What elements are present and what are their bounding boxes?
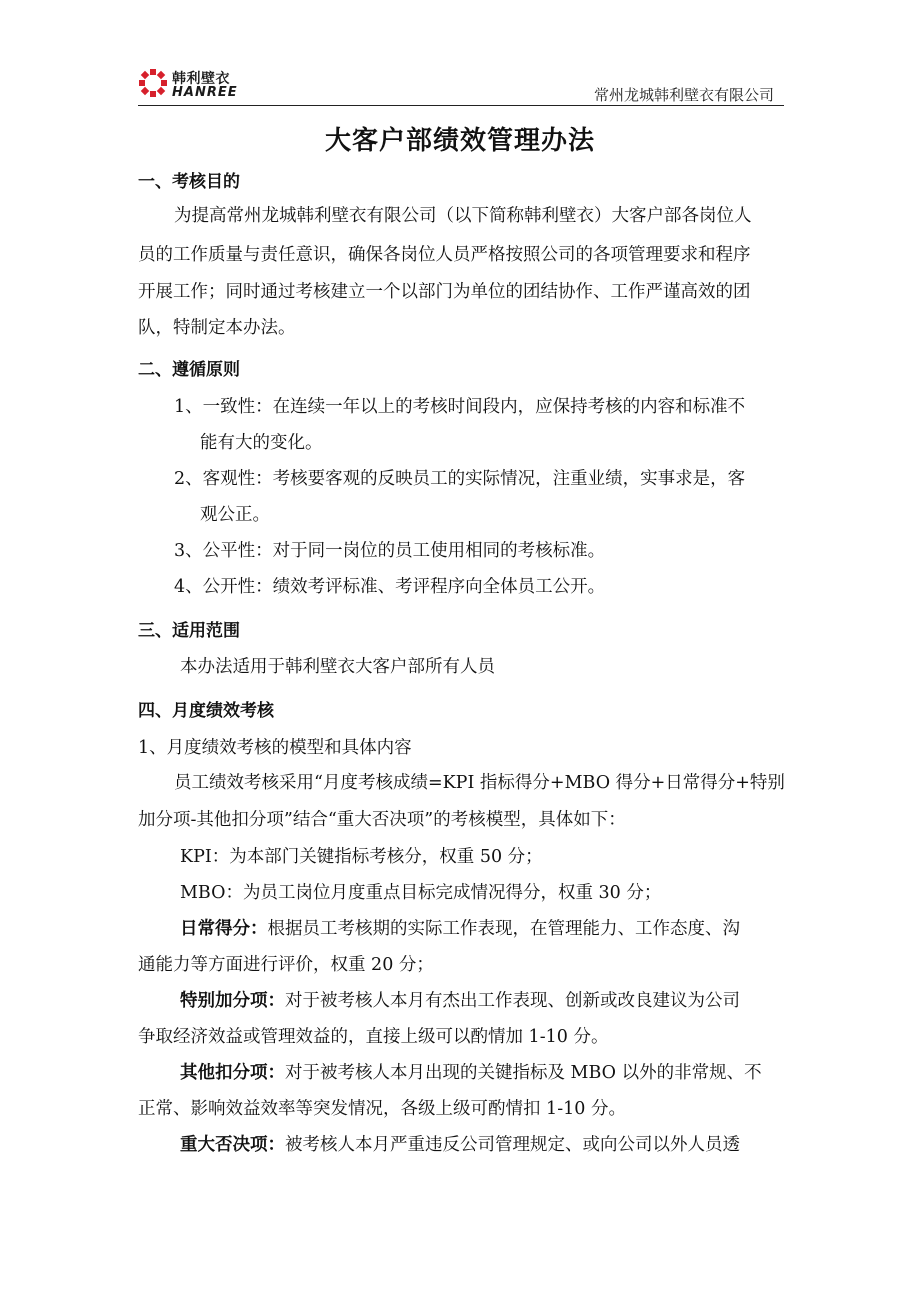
daily-score-text: 根据员工考核期的实际工作表现，在管理能力、工作态度、沟 <box>267 919 740 939</box>
principle-item-2-cont: 观公正。 <box>200 505 270 525</box>
section-heading-purpose: 一、考核目的 <box>138 172 240 192</box>
paragraph-line: 正常、影响效益效率等突发情况，各级上级可酌情扣 1-10 分。 <box>138 1099 626 1119</box>
veto-line <box>180 1133 740 1157</box>
section-heading-principles: 二、遵循原则 <box>138 360 240 380</box>
page-header <box>138 62 784 106</box>
principle-item-3: 3、公平性：对于同一岗位的员工使用相同的考核标准。 <box>174 541 606 561</box>
bonus-text: 对于被考核人本月有杰出工作表现、创新或改良建议为公司 <box>285 991 740 1011</box>
bonus-line <box>180 989 740 1013</box>
scope-text: 本办法适用于韩利壁衣大客户部所有人员 <box>180 657 495 677</box>
deduction-label: 其他扣分项： <box>180 1063 285 1083</box>
principle-item-1: 1、一致性：在连续一年以上的考核时间段内，应保持考核的内容和标准不 <box>174 397 746 417</box>
deduction-line <box>180 1061 762 1085</box>
document-title: 大客户部绩效管理办法 <box>324 126 595 156</box>
logo-english-text: HANREE <box>172 85 238 100</box>
paragraph-line: 开展工作；同时通过考核建立一个以部门为单位的团结协作、工作严谨高效的团 <box>138 282 751 302</box>
paragraph-line: 队，特制定本办法。 <box>138 318 296 338</box>
principle-item-1-cont: 能有大的变化。 <box>200 433 323 453</box>
section-heading-scope: 三、适用范围 <box>138 621 240 641</box>
section-heading-monthly: 四、月度绩效考核 <box>138 701 274 721</box>
header-divider <box>138 105 784 106</box>
bonus-label: 特别加分项： <box>180 991 285 1011</box>
hanree-logo <box>138 66 258 102</box>
mbo-line: MBO：为员工岗位月度重点目标完成情况得分，权重 30 分； <box>180 883 662 903</box>
paragraph-line: 加分项-其他扣分项”结合“重大否决项”的考核模型，具体如下： <box>138 810 626 830</box>
paragraph-line: 通能力等方面进行评价，权重 20 分； <box>138 955 434 975</box>
paragraph-line: 员工绩效考核采用“月度考核成绩=KPI 指标得分+MBO 得分+日常得分+特别 <box>174 773 785 793</box>
company-name: 常州龙城韩利壁衣有限公司 <box>593 86 774 104</box>
paragraph-line: 员的工作质量与责任意识，确保各岗位人员严格按照公司的各项管理要求和程序 <box>138 245 751 265</box>
kpi-line: KPI：为本部门关键指标考核分，权重 50 分； <box>180 847 543 867</box>
deduction-text: 对于被考核人本月出现的关键指标及 MBO 以外的非常规、不 <box>285 1063 762 1083</box>
principle-item-4: 4、公开性：绩效考评标准、考评程序向全体员工公开。 <box>174 577 606 597</box>
paragraph-line: 为提高常州龙城韩利壁衣有限公司（以下简称韩利壁衣）大客户部各岗位人 <box>174 206 752 226</box>
veto-text: 被考核人本月严重违反公司管理规定、或向公司以外人员透 <box>285 1135 740 1155</box>
daily-score-line <box>180 917 740 941</box>
hanree-logo-icon <box>138 68 168 98</box>
subsection-heading: 1、月度绩效考核的模型和具体内容 <box>138 738 412 758</box>
daily-score-label: 日常得分： <box>180 919 268 939</box>
veto-label: 重大否决项： <box>180 1135 285 1155</box>
logo-chinese-text: 韩利壁衣 <box>172 71 230 87</box>
principle-item-2: 2、客观性：考核要客观的反映员工的实际情况，注重业绩，实事求是，客 <box>174 469 746 489</box>
paragraph-line: 争取经济效益或管理效益的，直接上级可以酌情加 1-10 分。 <box>138 1027 609 1047</box>
